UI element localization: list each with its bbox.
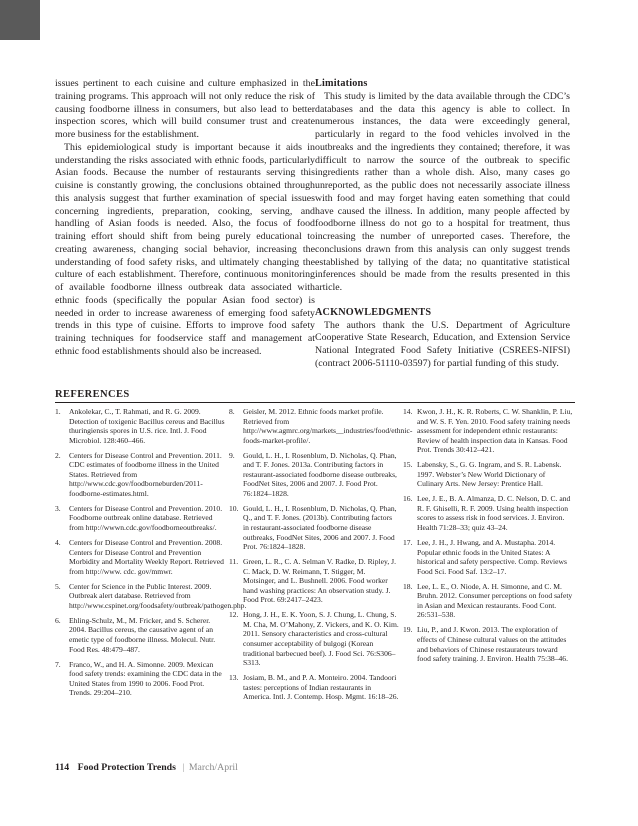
reference-number: 3.	[55, 503, 61, 513]
page-number: 114	[55, 762, 70, 773]
page-footer	[55, 762, 238, 773]
reference-number: 2.	[55, 450, 61, 460]
reference-number: 1.	[55, 407, 61, 416]
reference-number: 9.	[229, 450, 235, 460]
issue-date: March/April	[188, 762, 238, 773]
limitations-heading: Limitations	[315, 78, 368, 89]
reference-item	[55, 616, 225, 654]
reference-text: Ehling-Schulz, M., M. Fricker, and S. Scherer. 2004. Bacillus cereus, the causative agent of an emetic type of foodborne illness. Molecul. Nutr. Food Res. 48:479–487.	[69, 615, 216, 654]
reference-item	[229, 557, 399, 605]
reference-text: Franco, W., and H. A. Simonne. 2009. Mexican food safety trends: examining the CDC data in the United States from 1990 to 2006. Food Prot. Trends. 29:204–210.	[69, 659, 222, 698]
reference-number: 10.	[229, 503, 239, 513]
reference-text: Centers for Disease Control and Prevention. 2008. Centers for Disease Control and Prevention Morbidity and Mortality Weekly Report. Retrieved from http://www. cdc. gov/mmwr.	[69, 538, 224, 576]
reference-item	[55, 451, 225, 499]
reference-number: 18.	[403, 581, 413, 591]
reference-item	[55, 504, 225, 533]
footer-separator: |	[182, 762, 185, 773]
reference-text: Hong, J. H., E. K. Yoon, S. J. Chung, L. Chung, S. M. Cha, M. O’Mahony, Z. Vickers, and K. O. Kim. 2011. Sensory characteristics and cross-cultural consumer acceptability of bulgogi (Korean traditional barbecued beef). J. Food Sci. 76:S306–S313.	[243, 610, 399, 668]
reference-text: Gould, L. H., I. Rosenblum, D. Nicholas, Q. Phan, and T. F. Jones. 2013a. Contributing factors in restaurant-associated foodborne disease outbreaks, FoodNet Sites, 2006 and 2007. J. Food Prot. 76:1824–1828.	[243, 450, 397, 498]
reference-text: Ankolekar, C., T. Rahmati, and R. G. 2009. Detection of toxigenic Bacillus cereus and Bacillus thuringiensis spores in U.S. rice. Intl. J. Food Microbiol. 128:460–466.	[69, 407, 225, 445]
reference-item	[55, 660, 225, 698]
reference-number: 4.	[55, 538, 61, 548]
body-column-left	[55, 78, 315, 359]
reference-item	[229, 504, 399, 552]
reference-number: 11.	[229, 557, 239, 567]
reference-number: 19.	[403, 625, 413, 635]
reference-item	[403, 460, 573, 489]
reference-text: Lee, L. E., O. Niode, A. H. Simonne, and C. M. Bruhn. 2012. Consumer perceptions on food safety in Asian and Mexican restaurants. Food Cont. 26:531–538.	[417, 581, 573, 620]
reference-number: 5.	[55, 581, 61, 591]
reference-number: 15.	[403, 460, 413, 470]
reference-item	[403, 538, 573, 576]
reference-number: 13.	[229, 673, 239, 683]
reference-item	[229, 451, 399, 499]
reference-item	[55, 407, 225, 445]
reference-number: 8.	[229, 407, 235, 416]
reference-number: 17.	[403, 538, 413, 548]
reference-text: Green, L. R., C. A. Selman V. Radke, D. Ripley, J. C. Mack, D. W. Reimann, T. Stigger, M. Motsinger, and L. Bushnell. 2006. Food worker hand washing practices: An observation study. J. Food Prot. 69:2417–2423.	[243, 557, 396, 605]
reference-number: 12.	[229, 610, 239, 620]
reference-text: Center for Science in the Public Interest. 2009. Outbreak alert database. Retrieved from http://www.cspinet.org/foodsafety/outbreak/pathogen.php.	[69, 581, 247, 610]
limitations-paragraph: This study is limited by the data available through the CDC’s databases and the data this agency is able to collect. In numerous instances, the data were exceedingly general, particularly in regard to the food vehicles involved in the outbreaks and the ingredients they contained; therefore, it was difficult to narrow the source of the outbreak to specific ingredients rather than a whole dish. Also, many cases go unreported, as the public does not necessarily associate illness with food and may forget having eaten something that could have caused the illness. In addition, many people affected by foodborne illness do not go to a hospital for treatment, thus increasing the number of unreported cases. Therefore, the conclusions drawn from this analysis can only suggest trends established by tallying of the data; no quantitative statistical inferences should be made from the results presented in this article.	[315, 90, 570, 293]
reference-number: 6.	[55, 615, 61, 625]
reference-item	[229, 610, 399, 667]
reference-item	[403, 625, 573, 663]
reference-number: 7.	[55, 659, 61, 669]
reference-text: Josiam, B. M., and P. A. Monteiro. 2004. Tandoori tastes: perceptions of Indian restaurants in America. Intl. J. Contemp. Hosp. Mgmt. 16:18–26.	[243, 673, 399, 702]
reference-item	[403, 582, 573, 620]
reference-text: Lee, J. E., B. A. Almanza, D. C. Nelson, D. C. and R. F. Ghiselli, R. F. 2009. Using health inspection scores to assess risk in food services. J. Environ. Health 71:28–33; quiz 43–24.	[417, 494, 571, 533]
journal-title: Food Protection Trends	[77, 762, 176, 773]
reference-number: 14.	[403, 407, 413, 416]
reference-number: 16.	[403, 494, 413, 504]
reference-item	[55, 581, 247, 611]
reference-item	[403, 407, 573, 455]
reference-text: Centers for Disease Control and Prevention. 2011. CDC estimates of foodborne illness in the United States. Retrieved from http://www.cdc.gov/foodborneburden/2011-foodborne-estimates.html.	[69, 450, 222, 498]
reference-text: Lee, J. H., J. Hwang, and A. Mustapha. 2014. Popular ethnic foods in the United States: A historical and safety perspective. Comp. Reviews Food Sci. Food Saf. 13:2–17.	[417, 538, 567, 576]
reference-text: Liu, P., and J. Kwon. 2013. The exploration of effects of Chinese cultural values on the attitudes and behaviors of Chinese restaurateurs toward food safety training. J. Environ. Health 75:38–46.	[417, 625, 569, 664]
reference-text: Geisler, M. 2012. Ethnic foods market profile. Retrieved from http://www.agmrc.org/markets__industries/food/ethnic-foods-market-profile/.	[243, 407, 413, 445]
reference-text: Centers for Disease Control and Prevention. 2010. Foodborne outbreak online database. Retrieved from http://wwwn.cdc.gov/foodborneoutbreaks/.	[69, 503, 223, 533]
references-heading: REFERENCES	[55, 389, 130, 400]
reference-item	[229, 673, 399, 702]
corner-block	[0, 0, 40, 40]
reference-text: Gould, L. H., I. Rosenblum, D. Nicholas, Q. Phan, Q., and T. F. Jones. (2013b). Contributing factors in restaurant-associated foodborne disease outbreaks, FoodNet Sites, 2006 and 2007. J. Food Prot. 76:1824–1828.	[243, 503, 397, 552]
reference-text: Kwon, J. H., K. R. Roberts, C. W. Shanklin, P. Liu, and W. S. F. Yen. 2010. Food safety training needs assessment for independent ethnic restaurants: Review of health inspection data in Kansas. Food Prot. Trends 30:412–421.	[417, 407, 573, 455]
acknowledgments-paragraph: The authors thank the U.S. Department of Agriculture Cooperative State Research, Education, and Extension Service National Integrated Food Safety Initiative (CSREES-NIFSI) (contract 2006-51110-03597) for partial funding of this study.	[315, 319, 570, 369]
references-divider	[55, 402, 575, 403]
acknowledgments-heading: ACKNOWLEDGMENTS	[315, 306, 432, 318]
reference-item	[55, 538, 225, 576]
reference-item	[403, 494, 573, 532]
discussion-paragraph-1: issues pertinent to each cuisine and culture emphasized in the training programs. This approach will not only reduce the risk of causing foodborne illness in consumers, but also lead to better inspection scores, which will build consumer trust and create more business for the establishment.	[55, 78, 315, 140]
reference-text: Labensky, S., G. G. Ingram, and S. R. Labensk. 1997. Webster’s New World Dictionary of Culinary Arts. New Jersey: Prentice Hall.	[417, 460, 562, 489]
body-column-right	[315, 78, 570, 371]
references-column-3	[403, 407, 573, 669]
discussion-paragraph-2: This epidemiological study is important because it aids in understanding the risks associated with ethnic foods, particularly Asian foods. Because the number of restaurants serving this cuisine is constantly growing, the conclusions obtained through this analysis suggest that further examination of special issues concerning ingredients, preparation, cooking, serving, and handling of Asian foods is needed. Also, the focus of food training effort should shift from being purely educational to creating awareness, changing social behavior, increasing the understanding of food safety risks, and ultimately changing the culture of each establishment. Therefore, continuous monitoring of available foodborne illness outbreak data associated with ethnic foods (specifically the popular Asian food sector) is needed in order to increase awareness of emerging food safety trends in this type of cuisine. Efforts to improve food safety training techniques for foodservice staff and management at ethnic food establishments should also be increased.	[55, 141, 315, 357]
